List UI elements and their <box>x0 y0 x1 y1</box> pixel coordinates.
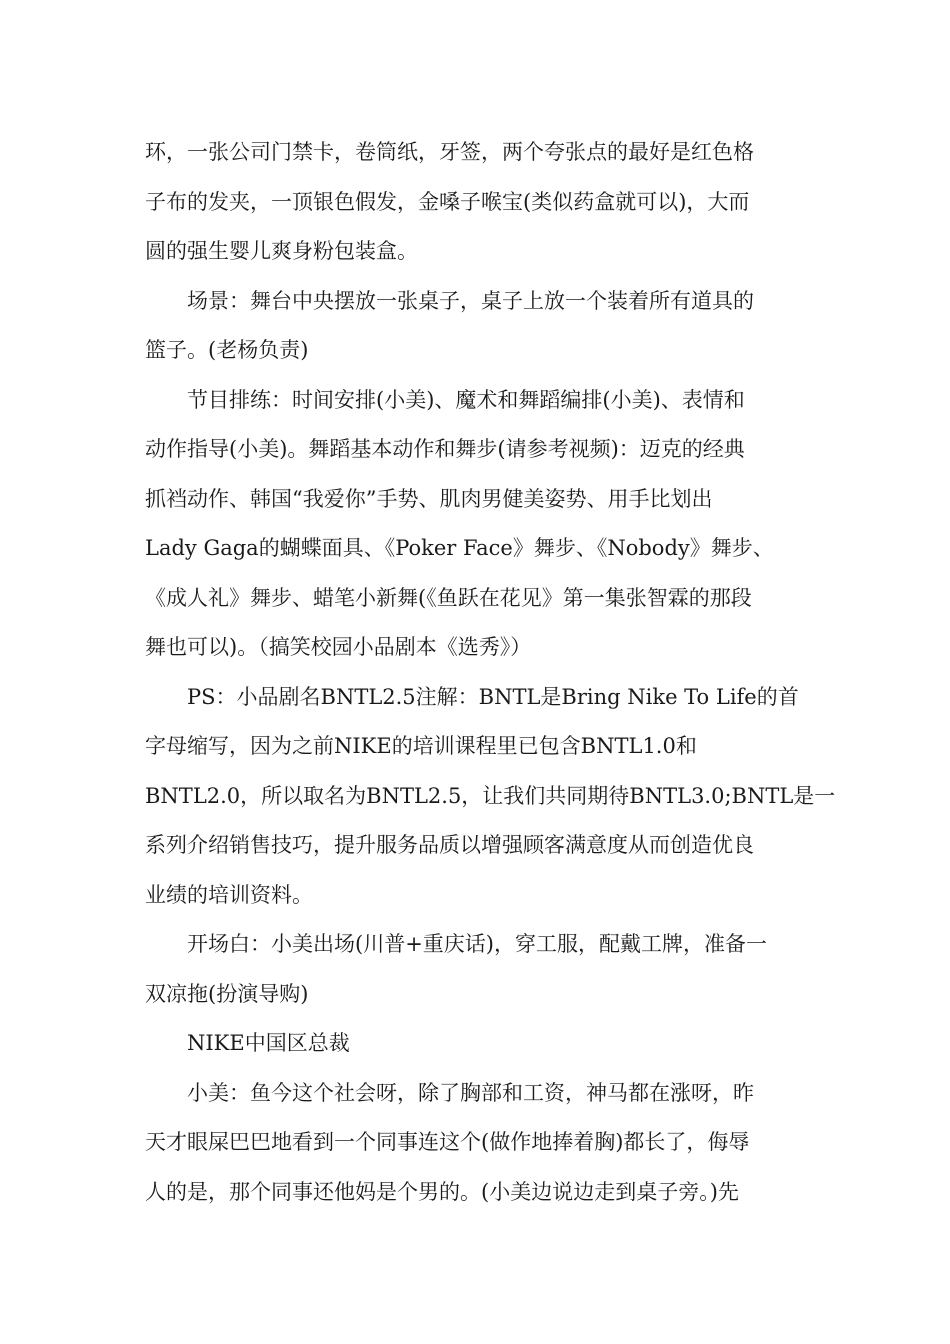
paragraph-start-scene: 场景：舞台中央摆放一张桌子，桌子上放一个装着所有道具的 <box>187 288 754 313</box>
text-line: Lady Gaga的蝴蝶面具、《Poker Face》舞步、《Nobody》舞步、 <box>145 536 774 560</box>
text-line: 环，一张公司门禁卡，卷筒纸，牙签，两个夸张点的最好是红色格 <box>145 140 754 164</box>
text-line: BNTL2.0，所以取名为BNTL2.5，让我们共同期待BNTL3.0;BNTL是一 <box>145 783 836 808</box>
paragraph-start-opening: 开场白：小美出场(川普+重庆话)，穿工服，配戴工牌，准备一 <box>187 932 767 956</box>
text-line: 天才眼屎巴巴地看到一个同事连这个(做作地捧着胸)都长了，侮辱 <box>145 1130 750 1154</box>
text-line: 舞也可以)。（搞笑校园小品剧本《选秀》） <box>145 635 532 659</box>
text-line: 篮子。(老杨负责) <box>145 338 309 362</box>
text-line: 动作指导(小美)。舞蹈基本动作和舞步(请参考视频)：迈克的经典 <box>145 437 745 461</box>
paragraph-start-xiaomei: 小美：鱼今这个社会呀，除了胸部和工资，神马都在涨呀，昨 <box>187 1080 754 1105</box>
paragraph-start-ps: PS：小品剧名BNTL2.5注解：BNTL是Bring Nike To Life的首 <box>187 684 799 709</box>
text-line: 《成人礼》舞步、蜡笔小新舞(《鱼跃在花见》第一集张智霖的那段 <box>145 585 752 610</box>
text-line: 业绩的培训资料。 <box>145 882 313 907</box>
text-line: 双凉拖(扮演导购) <box>145 981 309 1006</box>
paragraph-start-rehearsal: 节目排练：时间安排(小美)、魔术和舞蹈编排(小美)、表情和 <box>187 387 745 412</box>
document-body <box>145 128 836 1217</box>
text-line: 圆的强生婴儿爽身粉包装盒。 <box>145 239 418 263</box>
text-line: 字母缩写，因为之前NIKE的培训课程里已包含BNTL1.0和 <box>145 734 697 758</box>
text-line: 子布的发夹，一顶银色假发，金嗓子喉宝(类似药盒就可以)，大而 <box>145 189 750 214</box>
text-line: 系列介绍销售技巧，提升服务品质以增强顾客满意度从而创造优良 <box>145 833 754 857</box>
text-line: 人的是，那个同事还他妈是个男的。(小美边说边走到桌子旁。)先 <box>145 1179 739 1204</box>
text-line: 抓裆动作、韩国“我爱你”手势、肌肉男健美姿势、用手比划出 <box>145 486 713 511</box>
paragraph-nike-president: NIKE中国区总裁 <box>187 1031 350 1055</box>
